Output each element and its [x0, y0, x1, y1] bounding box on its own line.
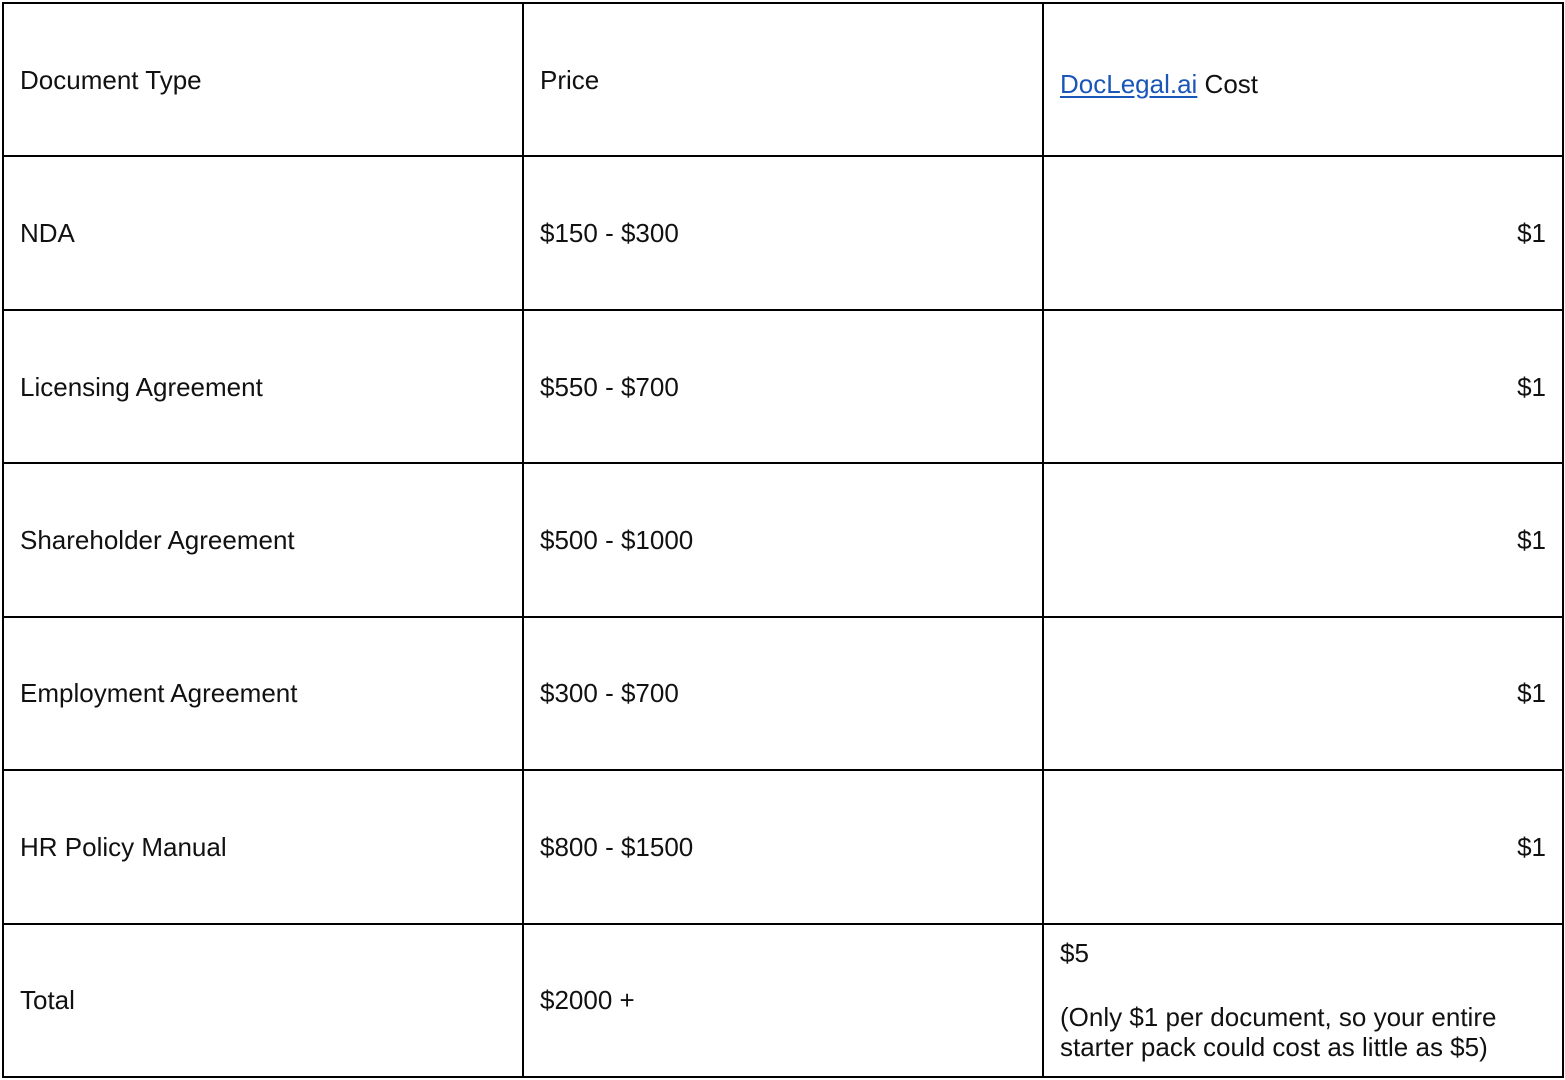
cost-cell: $1 — [1043, 463, 1563, 616]
pricing-comparison-table — [2, 2, 1564, 1078]
total-cost-block — [1060, 938, 1546, 1062]
total-cost-amount: $5 — [1060, 938, 1089, 969]
document-type-cell: HR Policy Manual — [3, 770, 523, 923]
table-row — [3, 770, 1563, 923]
table-row — [3, 156, 1563, 309]
total-price-cell: $2000 + — [523, 924, 1043, 1077]
price-cell: $150 - $300 — [523, 156, 1043, 309]
document-type-cell: Shareholder Agreement — [3, 463, 523, 616]
table-row — [3, 310, 1563, 463]
table-row — [3, 617, 1563, 770]
cost-cell: $1 — [1043, 617, 1563, 770]
price-cell: $800 - $1500 — [523, 770, 1043, 923]
document-type-cell: Employment Agreement — [3, 617, 523, 770]
price-cell: $550 - $700 — [523, 310, 1043, 463]
cost-cell: $1 — [1043, 310, 1563, 463]
header-cost-suffix: Cost — [1197, 68, 1258, 99]
total-row — [3, 924, 1563, 1077]
table-header-row — [3, 3, 1563, 156]
total-cost-note: (Only $1 per document, so your entire starter pack could cost as little as $5) — [1060, 1002, 1497, 1063]
header-document-type: Document Type — [3, 3, 523, 156]
document-type-cell: NDA — [3, 156, 523, 309]
total-label-cell: Total — [3, 924, 523, 1077]
header-doclegal-cost — [1043, 3, 1563, 156]
document-type-cell: Licensing Agreement — [3, 310, 523, 463]
price-cell: $300 - $700 — [523, 617, 1043, 770]
doclegal-link[interactable]: DocLegal.ai — [1060, 68, 1198, 99]
table-row — [3, 463, 1563, 616]
header-price: Price — [523, 3, 1043, 156]
total-cost-cell — [1043, 924, 1563, 1077]
price-cell: $500 - $1000 — [523, 463, 1043, 616]
cost-cell: $1 — [1043, 156, 1563, 309]
cost-cell: $1 — [1043, 770, 1563, 923]
